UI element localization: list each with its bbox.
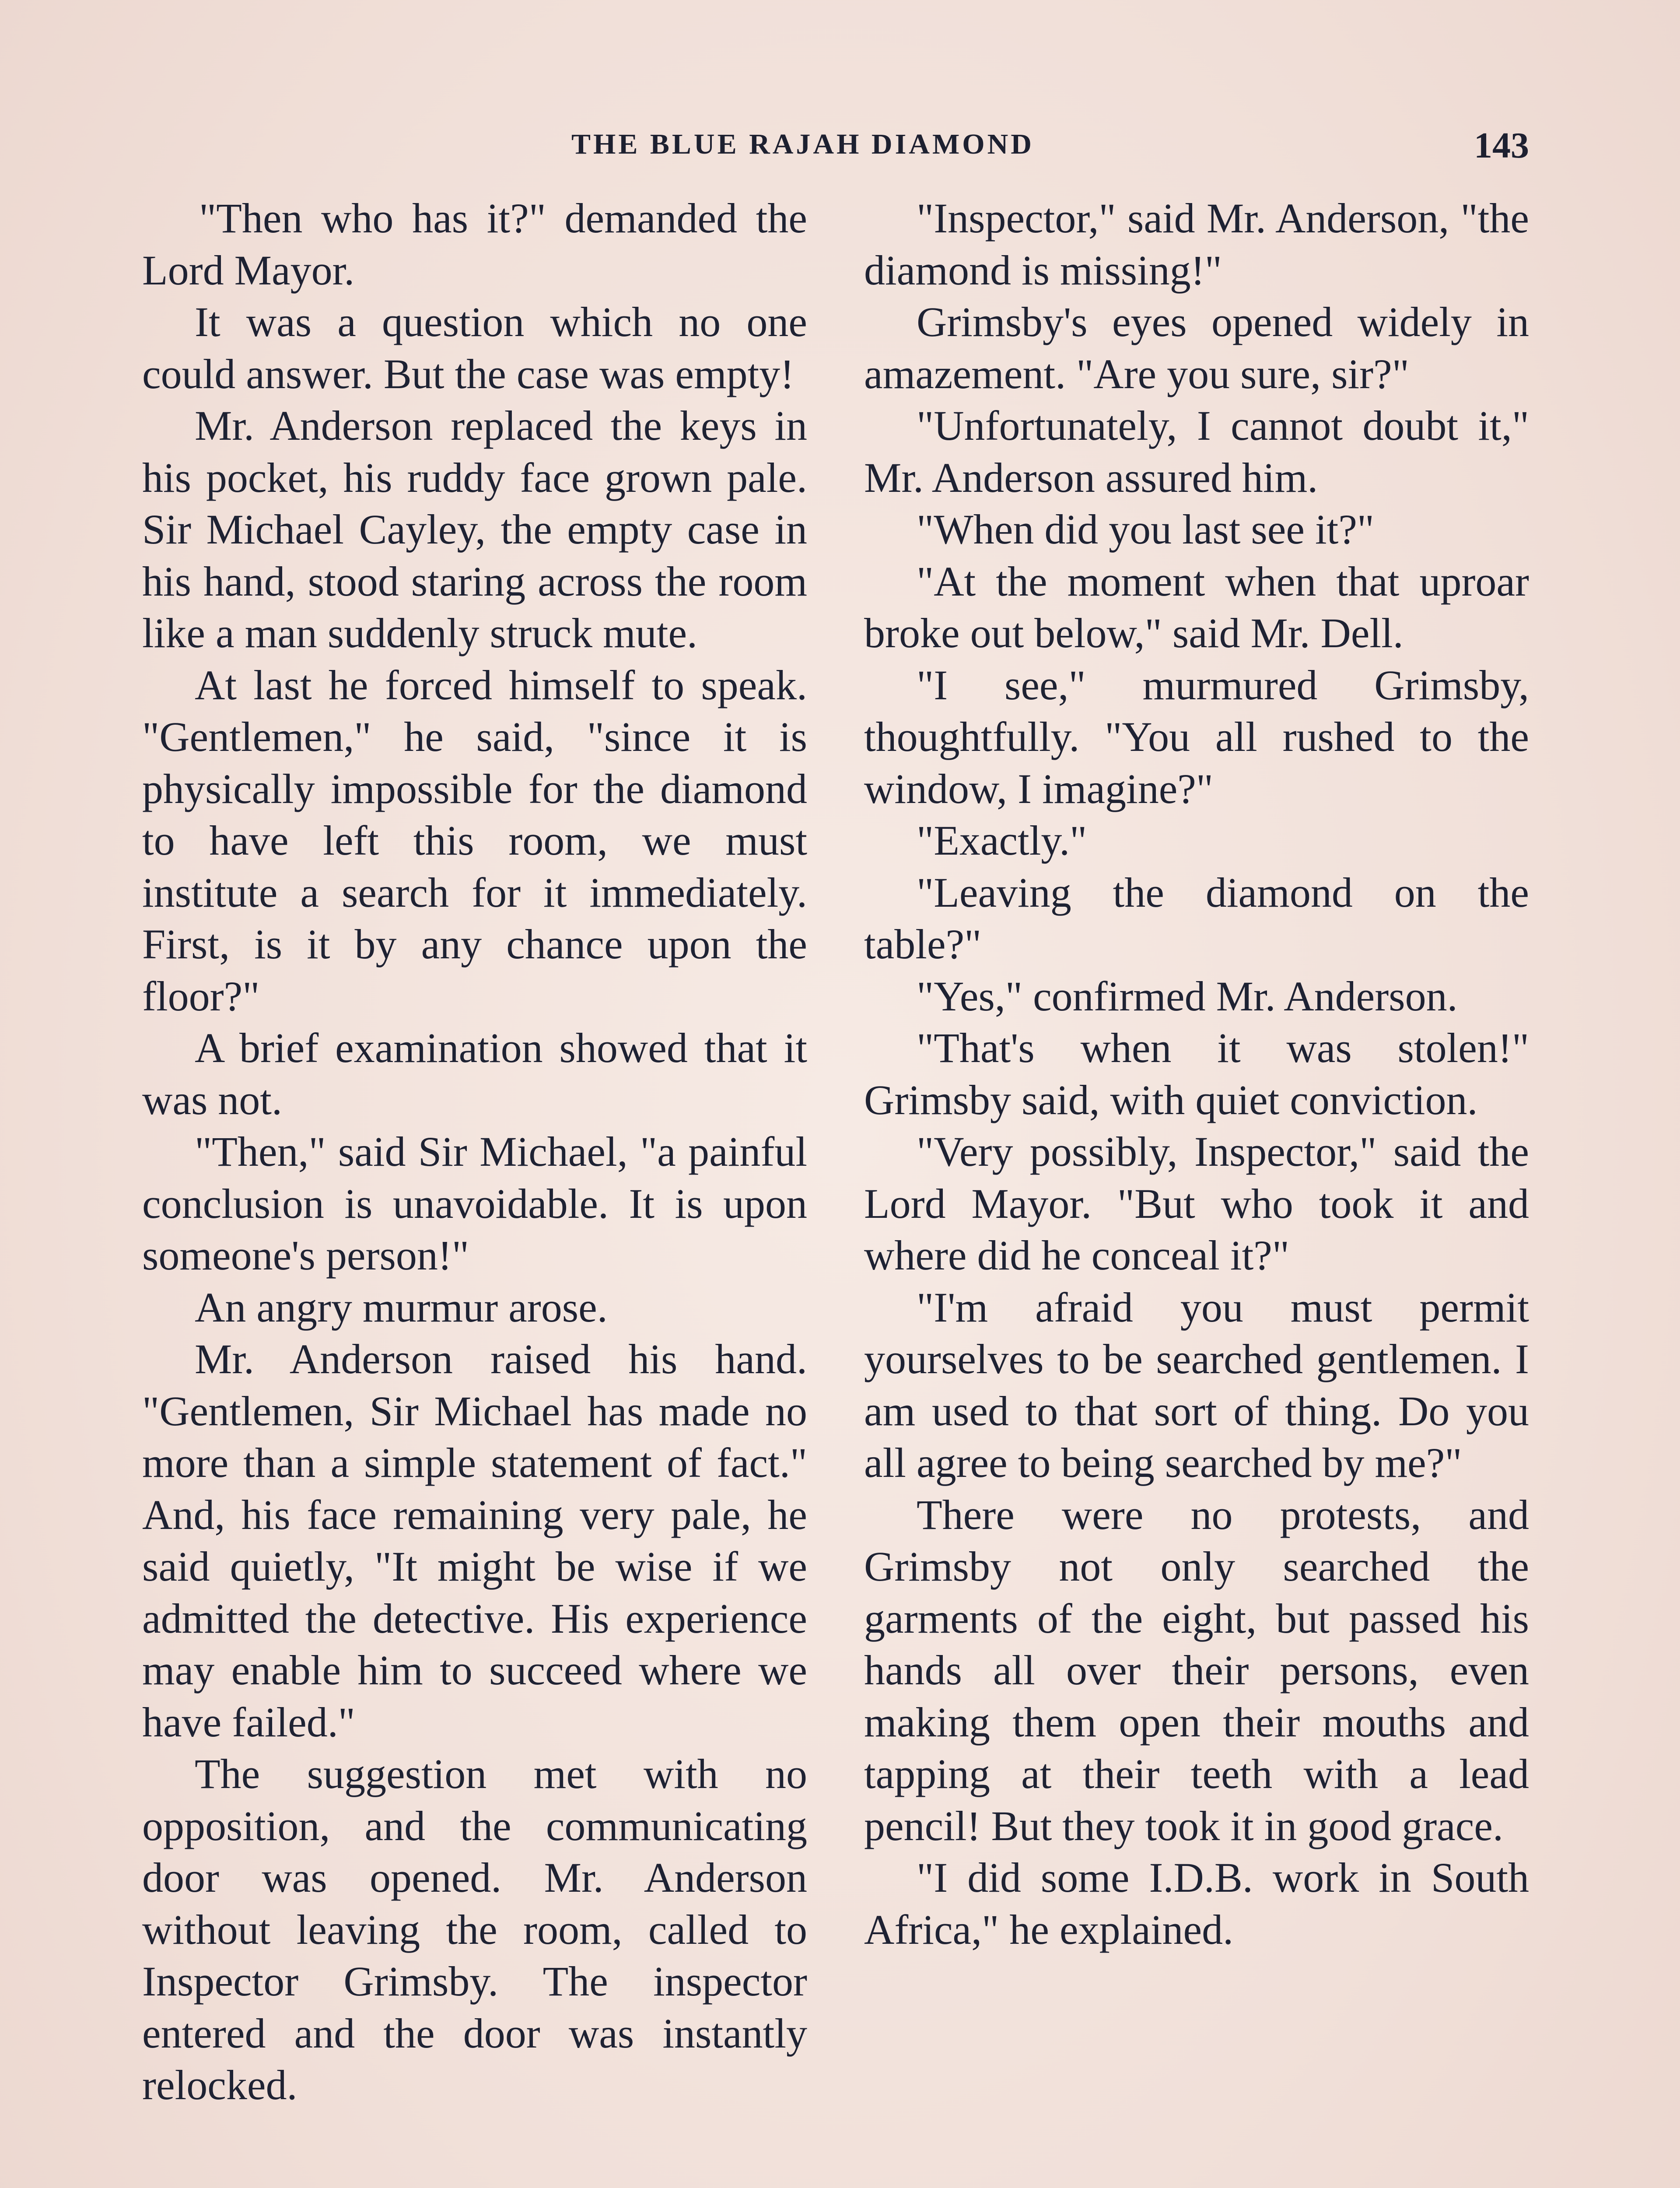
paragraph: "Very possibly, Inspector," said the Lord Mayor. "But who took it and where did he conceal it?" (864, 1128, 1529, 1279)
paragraph: "I see," murmured Grimsby, thoughtfully. "You all rushed to the window, I imagine?" (864, 661, 1529, 812)
paragraph: "I did some I.D.B. work in South Africa," he explained. (864, 1854, 1529, 1953)
paragraph: Mr. Anderson replaced the keys in his pocket, his ruddy face grown pale. Sir Michael Cayley, the empty case in his hand, stood staring across the room like a man suddenly struck mute. (142, 402, 807, 656)
running-title: THE BLUE RAJAH DIAMOND (571, 128, 1034, 160)
left-column (142, 193, 807, 2111)
paragraph: At last he forced himself to speak. "Gentlemen," he said, "since it is physically impossible for the diamond to have left this room, we must institute a search for it immediately. First, is it by any chance upon the floor?" (142, 661, 807, 1020)
right-column (864, 193, 1529, 1956)
paragraph: It was a question which no one could answer. But the case was empty! (142, 298, 807, 397)
paragraph: A brief examination showed that it was not. (142, 1024, 807, 1123)
paragraph: "I'm afraid you must permit yourselves to be searched gentlemen. I am used to that sort of thing. Do you all agree to being searched by me?" (864, 1283, 1529, 1486)
page-number: 143 (1474, 125, 1529, 166)
paragraph: "At the moment when that uproar broke out below," said Mr. Dell. (864, 558, 1529, 656)
paragraph: "Inspector," said Mr. Anderson, "the diamond is missing!" (864, 195, 1529, 294)
paragraph: The suggestion met with no opposition, and the communicating door was opened. Mr. Anderson without leaving the room, called to Inspector Grimsby. The inspector entered and the door was instantly relocked. (142, 1750, 807, 2108)
paragraph: There were no protests, and Grimsby not only searched the garments of the eight, but passed his hands all over their persons, even making them open their mouths and tapping at their teeth with a lead pencil! But they took it in good grace. (864, 1491, 1529, 1849)
paragraph: An angry murmur arose. (195, 1283, 608, 1331)
paragraph: "When did you last see it?" (917, 506, 1375, 553)
paragraph: "Exactly." (917, 817, 1087, 864)
paragraph: "Yes," confirmed Mr. Anderson. (917, 972, 1458, 1020)
paragraph: Mr. Anderson raised his hand. "Gentlemen, Sir Michael has made no more than a simple statement of fact." And, his face remaining very pale, he said quietly, "It might be wise if we admitted the detective. His experience may enable him to succeed where we have failed." (142, 1336, 807, 1746)
paragraph: "Then who has it?" demanded the Lord Mayor. (142, 195, 807, 294)
paragraph: "Leaving the diamond on the table?" (864, 869, 1529, 968)
paragraph: "Then," said Sir Michael, "a painful conclusion is unavoidable. It is upon someone's person!" (142, 1128, 807, 1279)
page-header (144, 125, 1529, 176)
paragraph: "Unfortunately, I cannot doubt it," Mr. Anderson assured him. (864, 402, 1529, 501)
paragraph: Grimsby's eyes opened widely in amazement. "Are you sure, sir?" (864, 298, 1529, 397)
paragraph: "That's when it was stolen!" Grimsby said, with quiet conviction. (864, 1024, 1529, 1123)
